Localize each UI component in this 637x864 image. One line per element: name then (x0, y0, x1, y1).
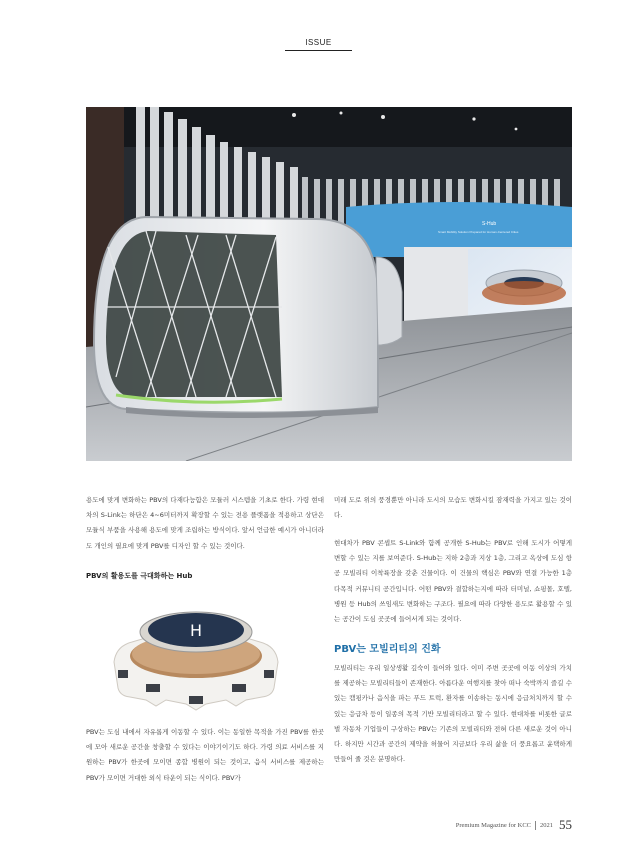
left-paragraph-1: 용도에 맞게 변화하는 PBV의 다재다능함은 모듈러 시스템을 기초로 한다. 가령 현대차의 S-Link는 하단은 4~6미터까지 확장할 수 있는 전용 플랫폼을 적용하고 상단은 모듈식 부품을 사용해 용도에 맞게 조립하는 방식이다. 앞서 언급한 예시가 아니더라도 개인의 필요에 맞게 PBV를 디자인 할 수 있는 것이다. (86, 496, 324, 550)
pbv-exhibition-illustration (86, 107, 572, 461)
helipad-h-mark: H (189, 621, 203, 640)
issue-year: 2021 (540, 821, 553, 829)
right-paragraph-3: 모빌리티는 우리 일상생활 깊숙이 들어와 있다. 이미 주변 곳곳에 이동 이상의 가치를 제공하는 모빌리티들이 존재한다. 아름다운 여행지를 찾아 떠나 숙박까지 즐길 수 있는 캠핑카나 음식을 파는 푸드 트럭, 환자를 이송하는 동시에 응급처치까지 할 수 있는 응급차 등이 일종의 목적 기반 모빌리티라고 할 수 있다. 현대차를 비롯한 글로벌 자동차 기업들이 구상하는 PBV는 기존의 모빌리티와 전혀 다른 새로운 것이 아니다. 하지만 시간과 공간의 제약을 허물어 지금보다 우리 삶을 더 풍요롭고 윤택하게 만들어 줄 것은 분명하다. (334, 664, 572, 764)
s-hub-illustration (96, 596, 296, 716)
s-hub-figure (96, 596, 296, 716)
hub-sign-text: S-Hub (482, 221, 497, 227)
page-number: 55 (559, 817, 572, 832)
magazine-name: Premium Magazine for KCC (455, 821, 531, 829)
section-underline (285, 50, 352, 51)
footer-divider (535, 821, 536, 830)
hub-subheading: PBV의 활용도를 극대화하는 Hub (86, 572, 193, 580)
section-label: ISSUE (305, 38, 332, 47)
right-paragraph-2: 현대차가 PBV 콘셉트 S-Link와 함께 공개한 S-Hub는 PBV로 인해 도시가 어떻게 변할 수 있는 지를 보여준다. S-Hub는 지하 2층과 지상 1층, 그리고 옥상에 도심 항공 모빌리티 이착륙장을 갖춘 건물이다. 이 건물의 핵심은 PBV와 연결 가능한 1층 다목적 커뮤니티 공간입니다. 어떤 PBV와 결합하는지에 따라 터미널, 쇼핑몰, 호텔, 병원 등 Hub의 쓰임새도 변화하는 구조다. 필요에 따라 다양한 용도로 활용할 수 있는 공간이 도심 곳곳에 들어서게 되는 것이다. (334, 539, 572, 624)
hero-photo (86, 107, 572, 461)
left-paragraph-2: PBV는 도심 내에서 자유롭게 이동할 수 있다. 이는 동일한 목적을 가진 PBV를 한곳에 모아 새로운 공간을 창출할 수 있다는 이야기이기도 하다. 가령 의료 서비스를 지원하는 PBV가 한곳에 모이면 종합 병원이 되는 것이고, 음식 서비스를 제공하는 PBV가 모이면 거대한 외식 타운이 되는 식이다. PBV가 (86, 728, 324, 782)
hub-sign-subtext: Smart Mobility Solution Prepared for Human-Centered Cities (438, 230, 519, 234)
right-paragraph-1: 미래 도로 위의 풍경뿐만 아니라 도시의 모습도 변화시킬 잠재력을 가지고 있는 것이다. (334, 496, 572, 520)
section-title: PBV는 모빌리티의 진화 (334, 644, 441, 655)
page-footer (420, 816, 572, 834)
